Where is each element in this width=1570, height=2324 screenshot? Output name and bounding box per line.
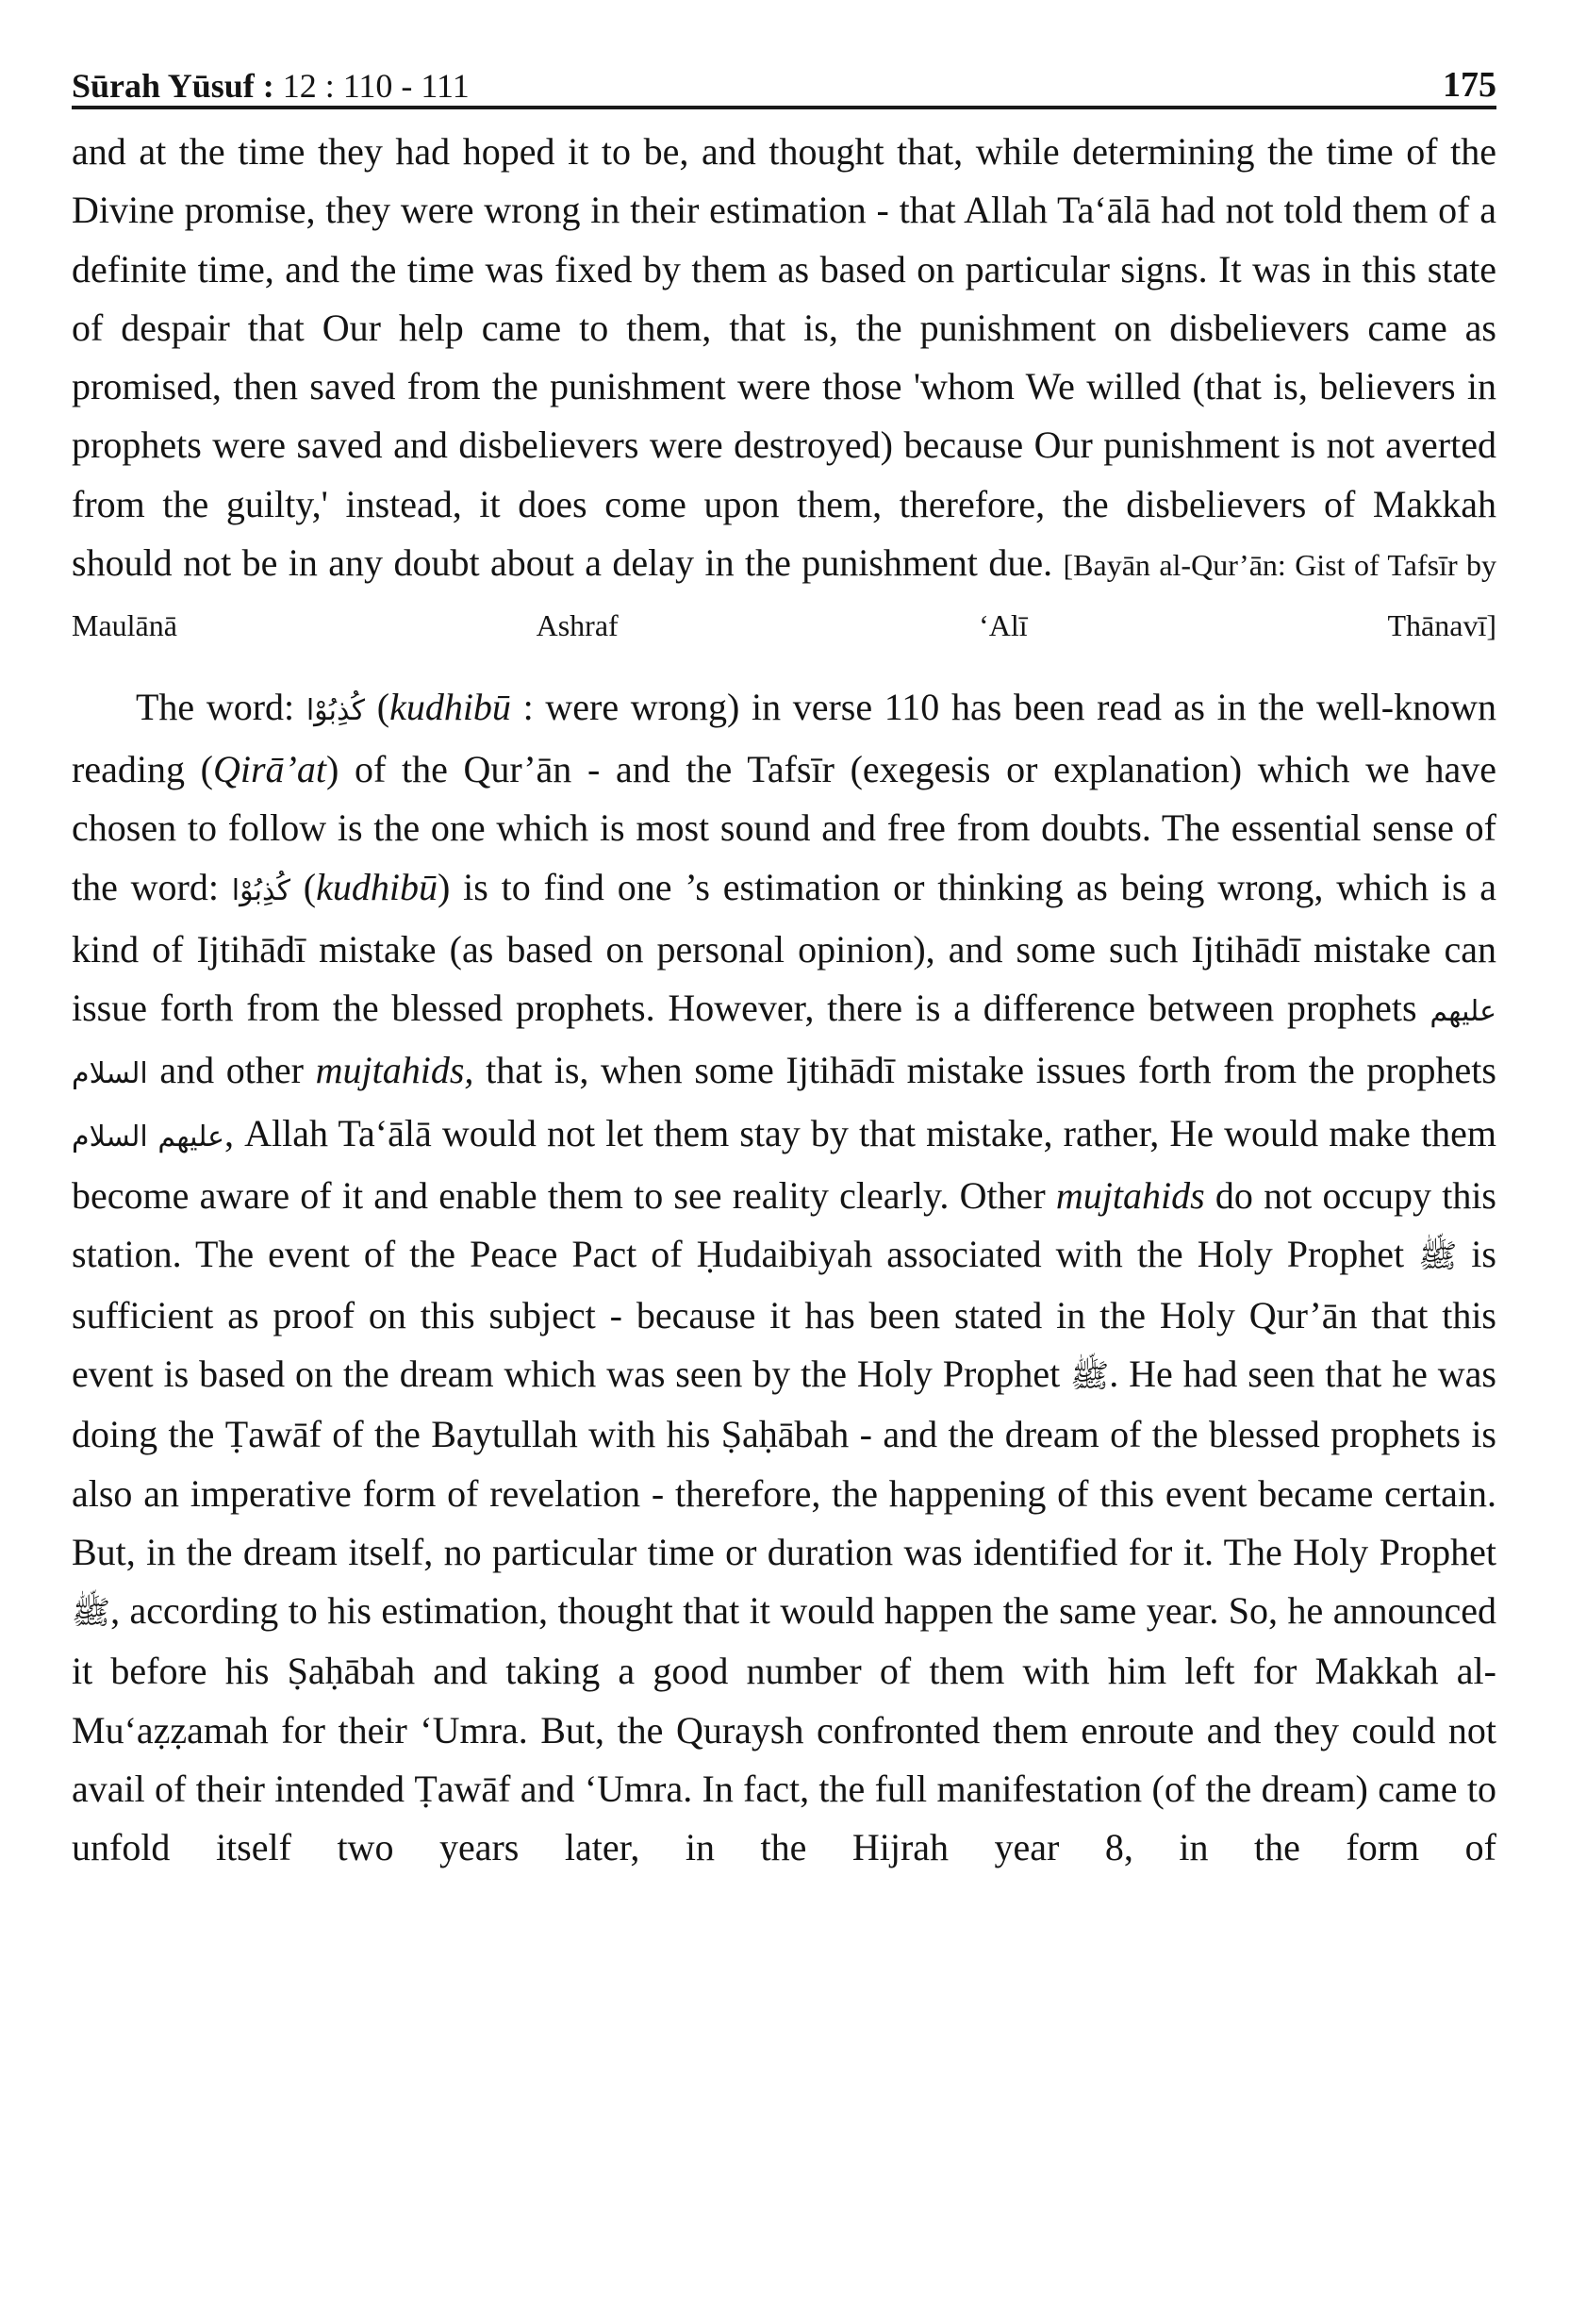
arabic-honorific: عليهم السلام: [72, 995, 1496, 1091]
salawat-symbol: ﷺ: [1070, 1356, 1110, 1395]
text-run: ) is to find one ’s estimation or thinking as being wrong, which is a kind of Ijtihādī mistake (as based on personal opinion), and some such Ijtihādī mistake can issue forth from the blessed prophets. However, there is a difference between prophets: [72, 865, 1496, 1030]
text-run: , Allah Ta‘ālā would not let them stay by that mistake, rather, He would make them become aware of it and enable them to see reality clearly. Other: [72, 1111, 1496, 1218]
italic-term: mujtahids,: [315, 1049, 474, 1092]
text-run: : were wrong) in verse 110 has been read as in the well-known reading (: [72, 685, 1496, 790]
arabic-word: كُذِبُوْا: [231, 873, 290, 907]
text-run: , according to his estimation, thought that it would happen the same year. So, he announced it before his Ṣaḥābah and taking a good number of them with him left for Makkah al-Mu‘aẓẓamah for their ‘Umra. But, the Quraysh confronted them enroute and they could not avail of their intended Ṭawāf and ‘Umra. In fact, the full manifestation (of the dream) came to unfold itself two years later, in the Hijrah year 8, in the form of: [72, 1589, 1496, 1869]
running-header: [72, 47, 1496, 109]
italic-term: mujtahids: [1055, 1174, 1205, 1218]
text-run: is sufficient as proof on this subject - because it has been stated in the Holy Qur’ān that this event is based on the dream which was seen by the Holy Prophet: [72, 1233, 1496, 1395]
header-title: [72, 66, 470, 106]
arabic-honorific: عليهم السلام: [72, 1120, 225, 1154]
text-run: that is, when some Ijtihādī mistake issues forth from the prophets: [473, 1049, 1496, 1092]
surah-name: Sūrah Yūsuf :: [72, 67, 274, 105]
text-run: The word:: [136, 685, 306, 728]
italic-term: kudhibū: [316, 865, 438, 908]
reference: [Bayān al-Qur’ān: Gist of Tafsīr by Maulānā Ashraf ‘Alī Thānavī]: [72, 548, 1497, 643]
page-number: 175: [1443, 65, 1496, 105]
italic-term: Qirā’at: [212, 747, 326, 790]
text-run: (: [365, 685, 390, 728]
text-run: . He had seen that he was doing the Ṭawāf of the Baytullah with his Ṣaḥābah - and the dream of the blessed prophets is also an imperative form of revelation - therefore, the happening of this event became certain. But, in the dream itself, no particular time or duration was identified for it. The Holy Prophet: [72, 1352, 1496, 1573]
paragraph-1: [72, 123, 1496, 656]
italic-term: kudhibū: [389, 685, 511, 728]
text-run: and other: [147, 1049, 316, 1092]
salawat-symbol: ﷺ: [1418, 1237, 1458, 1276]
text-run: ) of the Qur’ān - and the Tafsīr (exegesis or explanation) which we have chosen to follow is the one which is most sound and free from doubts. The essential sense of the word:: [72, 747, 1496, 908]
text-run: (: [290, 865, 317, 908]
arabic-word: كُذِبُوْا: [306, 693, 366, 727]
verse-range: 12 : 110 - 111: [273, 67, 470, 105]
paragraph-1-text: and at the time they had hoped it to be, and thought that, while determining the time of the Divine promise, they were wrong in their estimation - that Allah Ta‘ālā had not told them of a definite time, and the time was fixed by them as based on particular signs. It was in this state of despair that Our help came to them, that is, the punishment on disbelievers came as promised, then saved from the punishment were those 'whom We willed (that is, believers in prophets were saved and disbelievers were destroyed) because Our punishment is not averted from the guilty,' instead, it does come upon them, therefore, the disbelievers of Makkah should not be in any doubt about a delay in the punishment due.: [72, 130, 1496, 585]
salawat-symbol: ﷺ: [72, 1594, 111, 1633]
text-run: do not occupy this station. The event of the Peace Pact of Ḥudaibiyah associated with the Holy Prophet: [72, 1174, 1496, 1276]
paragraph-2: [72, 678, 1496, 1878]
